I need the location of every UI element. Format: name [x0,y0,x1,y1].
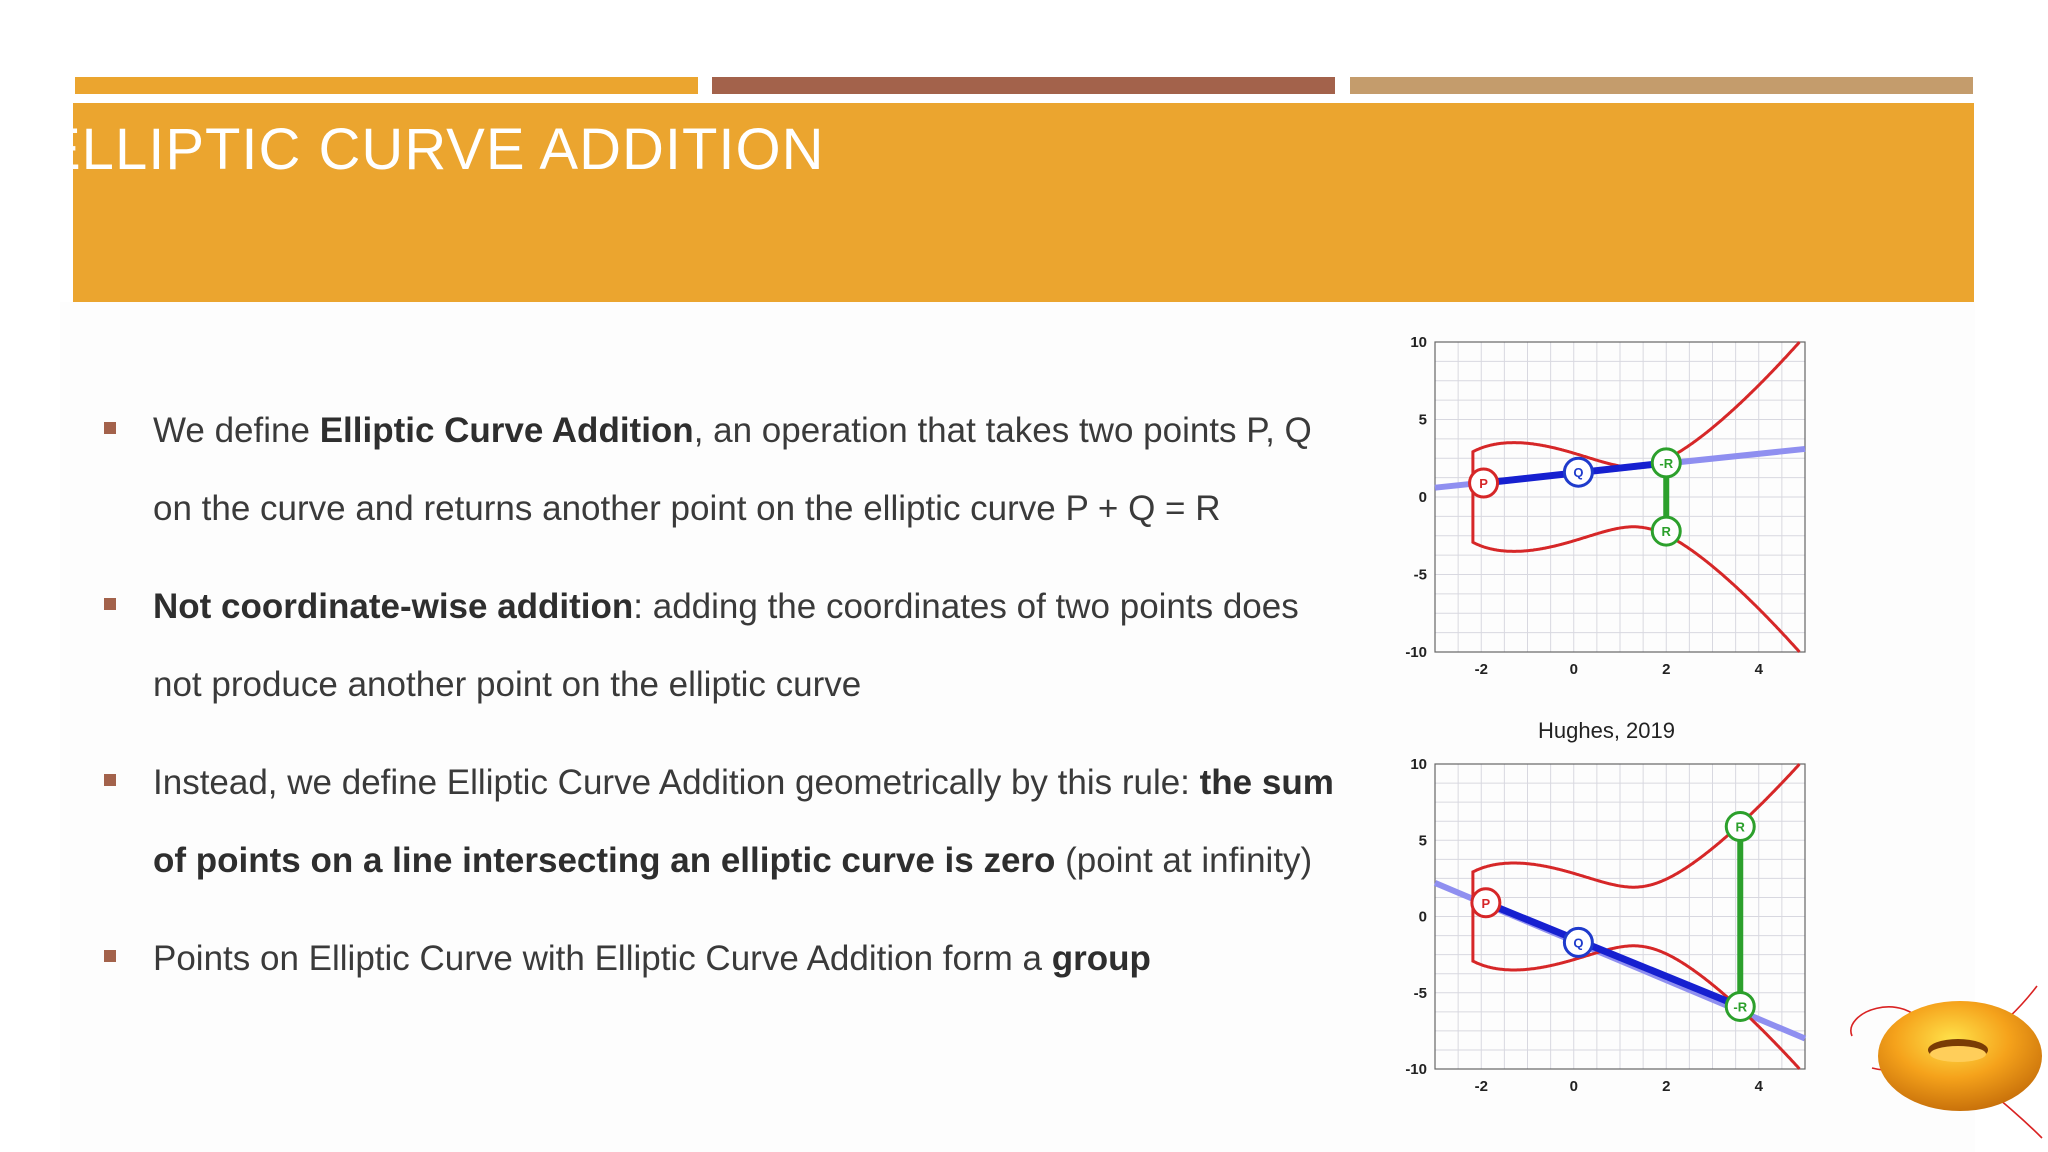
bullet-item [100,568,1340,724]
y-tick-label: -5 [1413,566,1427,584]
x-tick-label: -2 [1474,661,1488,678]
x-tick-label: 0 [1569,1078,1578,1095]
y-tick-label: 10 [1410,334,1427,351]
y-tick-label: -10 [1405,1061,1427,1078]
x-tick-label: 2 [1662,1078,1671,1095]
figure-credit: Hughes, 2019 [1538,718,1675,743]
point-label: P [1479,476,1488,492]
point-label: Q [1573,935,1584,951]
y-tick-label: 0 [1418,908,1427,926]
bullet-item [100,744,1340,900]
elliptic-curve-plot-1 [1375,330,1815,700]
point-label: -R [1659,455,1674,471]
bullet-item [100,920,1340,998]
x-tick-label: -2 [1474,1078,1488,1095]
bullet-segment: Points on Elliptic Curve with Elliptic Curve Addition form a [153,939,1052,978]
torus-logo-icon [1842,968,2048,1152]
bullet-segment: We define [153,411,320,450]
bullet-list [100,392,1340,1018]
y-tick-label: 5 [1418,832,1427,850]
point-label: R [1661,524,1671,540]
bullet-bold-text: Elliptic Curve Addition [319,411,694,450]
bullet-text [153,744,1340,900]
bullet-text [153,920,1340,998]
bullet-square-icon [104,774,116,786]
decorative-bar-tan [1350,77,1973,94]
bullet-text [153,392,1340,548]
bullet-square-icon [104,950,116,962]
y-tick-label: 10 [1410,756,1427,773]
bullet-bold-text: the sum of points on a line intersecting an elliptic curve is zero [153,763,1334,880]
point-label: P [1481,895,1491,911]
x-tick-label: 0 [1569,661,1578,678]
elliptic-curve-plot-2 [1375,752,1815,1117]
point-label: R [1735,819,1745,835]
bullet-square-icon [104,422,116,434]
y-tick-label: 5 [1418,411,1427,429]
bullet-bold-text: group [1051,939,1151,978]
bullet-segment: (point at infinity) [1055,841,1313,880]
slide-title: ELLIPTIC CURVE ADDITION [42,117,825,182]
decorative-bar-gold [75,77,698,94]
decorative-bar-rust [712,77,1335,94]
bullet-segment: Instead, we define Elliptic Curve Addition geometrically by this rule: [153,763,1200,802]
point-label: Q [1573,465,1584,481]
bullet-segment: , an operation that takes two points P, Q on the curve and returns another point on the elliptic curve P + Q = R [153,411,1312,528]
bullet-text [153,568,1340,724]
bullet-bold-text: Not coordinate-wise addition [153,587,634,626]
x-tick-label: 4 [1754,1078,1763,1095]
bullet-segment: : adding the coordinates of two points does not produce another point on the elliptic curve [153,587,1299,704]
x-tick-label: 2 [1662,661,1671,678]
x-tick-label: 4 [1754,661,1763,678]
bullet-item [100,392,1340,548]
bullet-square-icon [104,598,116,610]
y-tick-label: -5 [1413,984,1427,1002]
y-tick-label: 0 [1418,489,1427,506]
y-tick-label: -10 [1405,644,1427,661]
point-label: -R [1733,999,1748,1015]
